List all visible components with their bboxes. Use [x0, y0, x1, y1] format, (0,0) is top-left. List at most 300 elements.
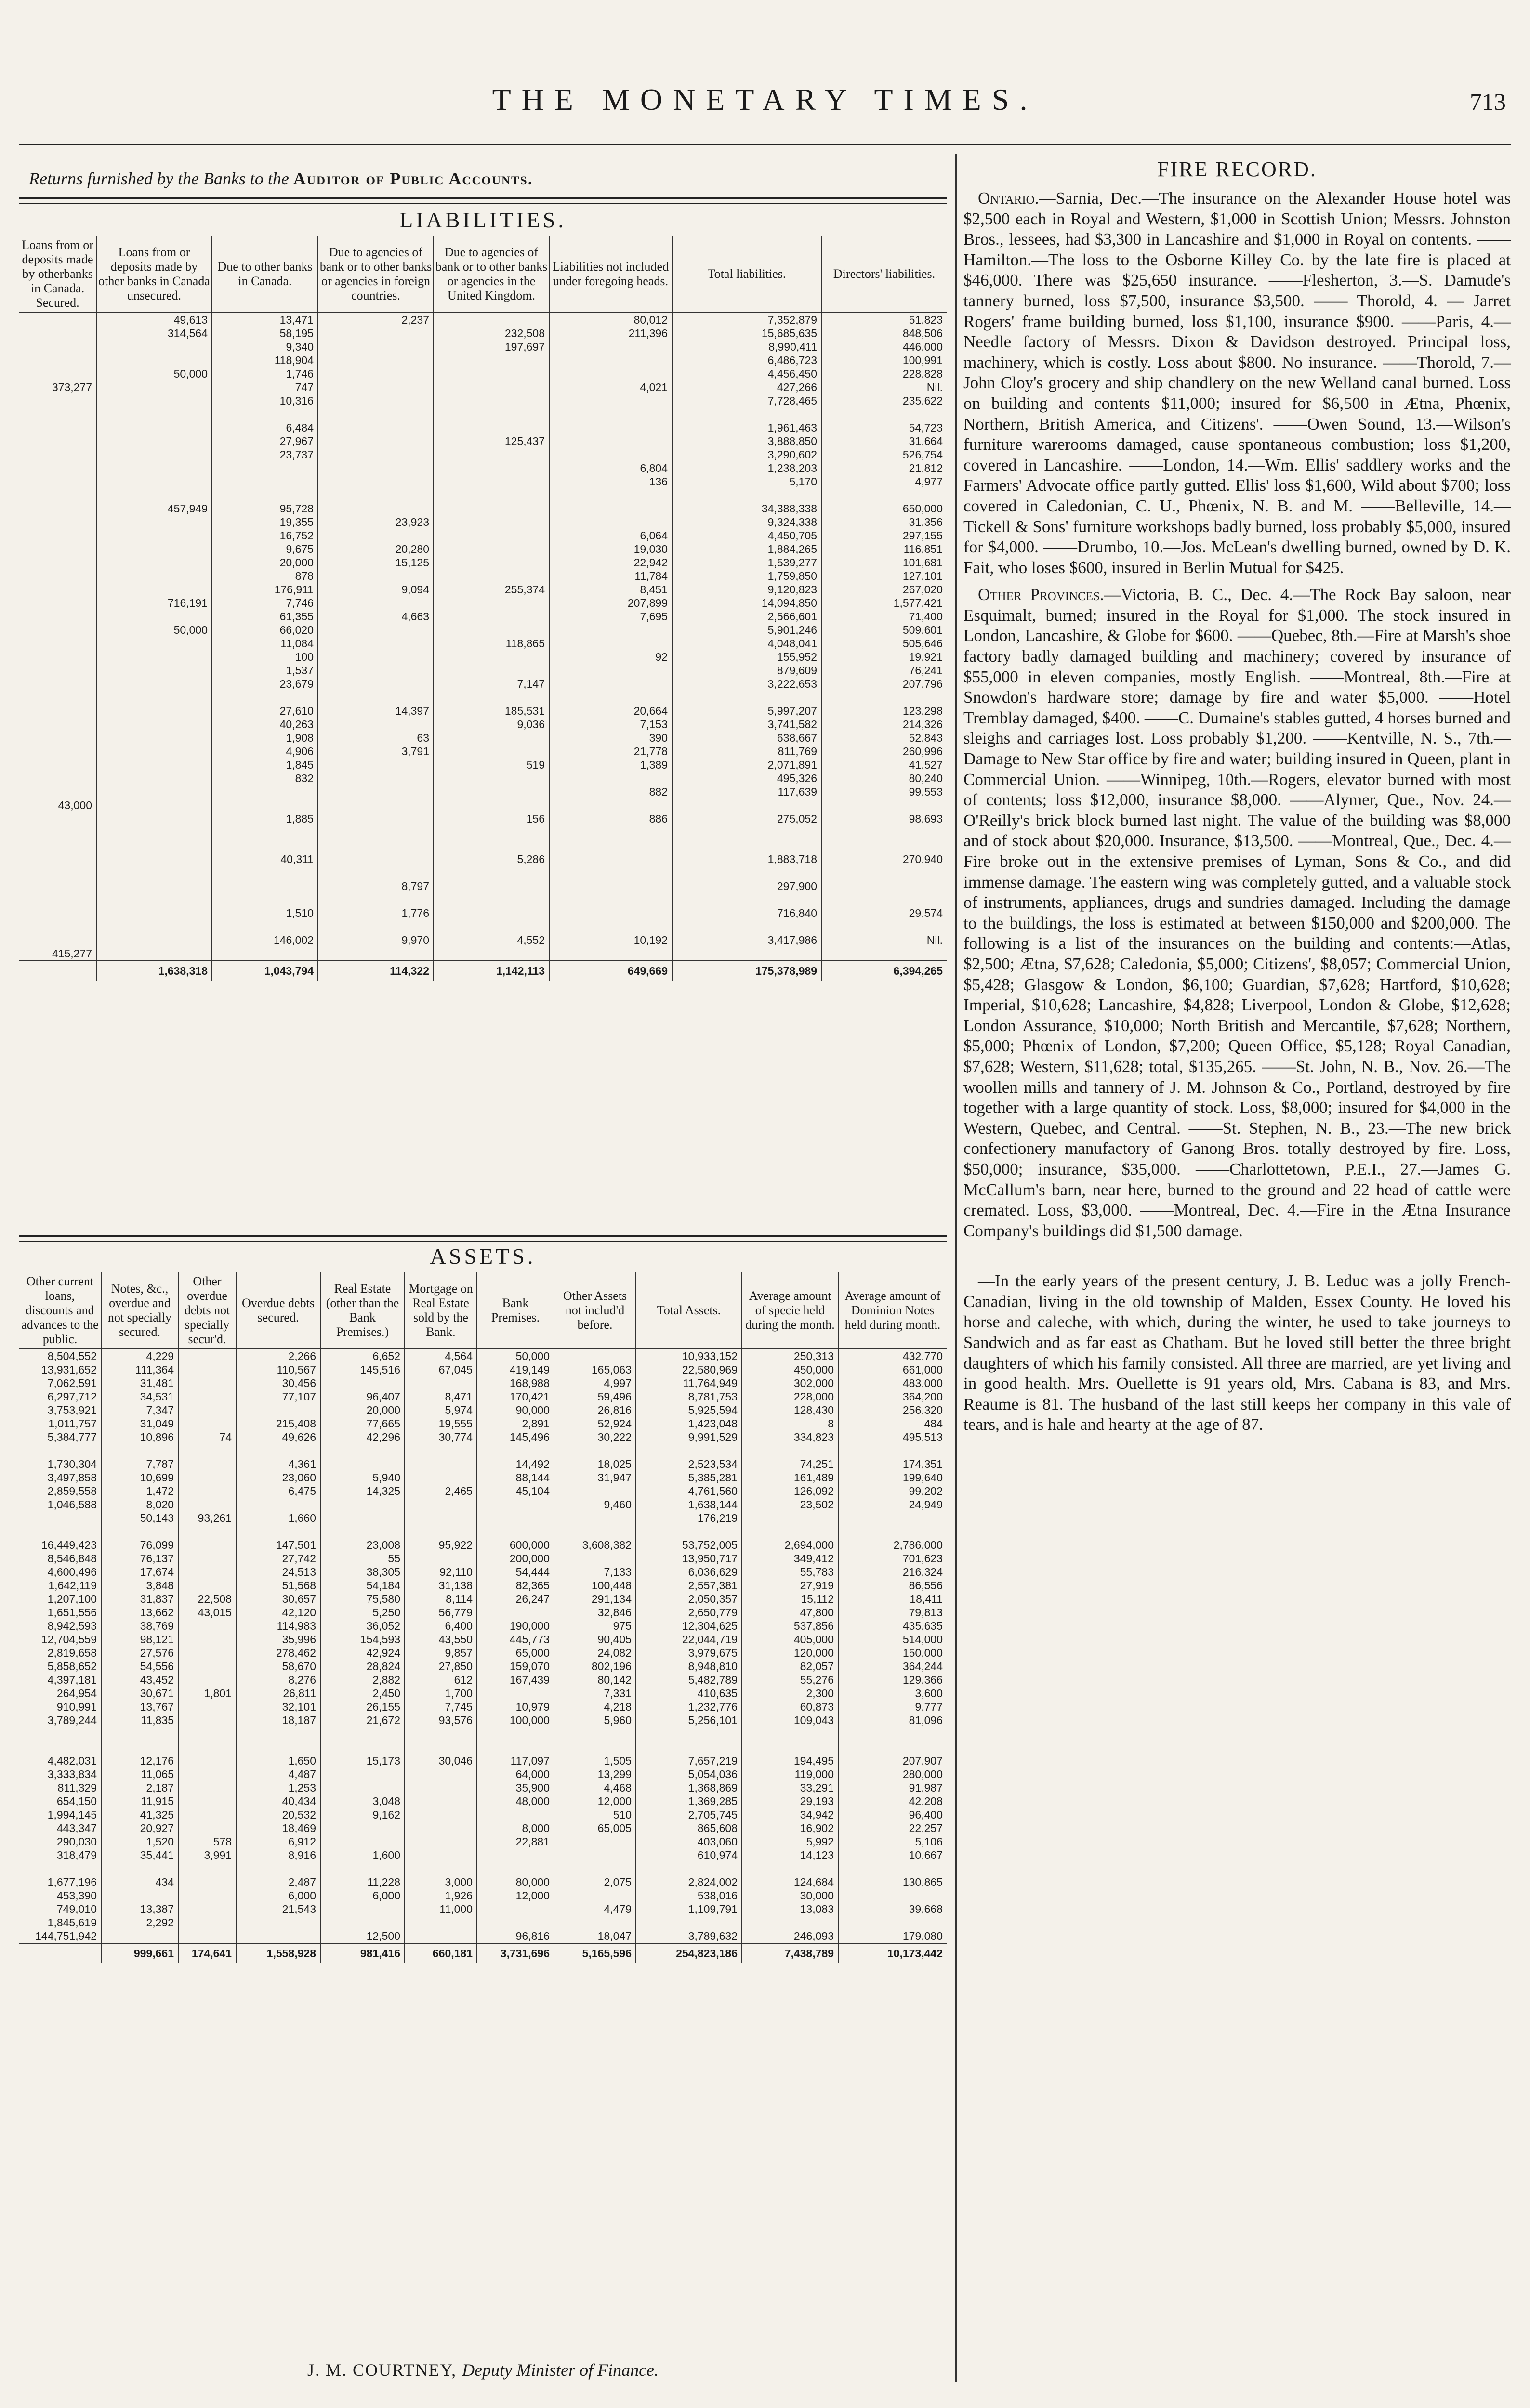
table-cell: 15,112 — [742, 1592, 838, 1606]
table-cell: 17,674 — [101, 1565, 178, 1579]
table-cell: 22,942 — [549, 556, 672, 569]
table-cell — [318, 623, 434, 637]
table-cell — [434, 610, 549, 623]
table-cell: 6,064 — [549, 529, 672, 542]
table-cell: 1,677,196 — [47, 1876, 97, 1888]
table-cell — [19, 394, 96, 407]
table-cell: 14,094,850 — [672, 596, 821, 610]
table-cell — [434, 353, 549, 367]
table-cell — [178, 1767, 236, 1781]
table-cell: 228,828 — [821, 367, 947, 380]
table-cell: 11,228 — [320, 1875, 405, 1889]
table-cell: 275,052 — [672, 812, 821, 825]
table-cell: 9,991,529 — [636, 1430, 742, 1444]
table-cell: 54,723 — [821, 421, 947, 434]
table-cell — [672, 798, 821, 812]
table-cell: 5,384,777 — [47, 1431, 97, 1443]
table-cell: 8,504,552 — [47, 1350, 97, 1362]
table-cell — [96, 704, 212, 718]
table-cell: 55 — [320, 1552, 405, 1565]
assets-column-header: Overdue debts secured. — [236, 1272, 320, 1349]
table-cell: 427,266 — [672, 380, 821, 394]
table-cell — [318, 947, 434, 961]
total-cell — [19, 1943, 101, 1963]
table-cell — [178, 1727, 236, 1741]
table-cell: 2,050,357 — [636, 1592, 742, 1606]
table-cell: 100,991 — [821, 353, 947, 367]
table-cell — [236, 1929, 320, 1943]
table-cell: 30,774 — [405, 1430, 477, 1444]
table-cell — [821, 866, 947, 879]
table-cell: 1,368,869 — [636, 1781, 742, 1794]
table-cell — [549, 367, 672, 380]
fire-record-title: FIRE RECORD. — [1157, 157, 1317, 181]
table-cell — [672, 488, 821, 502]
table-cell: 136 — [549, 475, 672, 488]
table-cell: 2,859,558 — [47, 1485, 97, 1497]
total-cell: 6,394,265 — [821, 961, 947, 981]
table-cell — [19, 1444, 101, 1457]
table-cell: 40,311 — [212, 852, 318, 866]
assets-column-header: Other Assets not includ'd before. — [554, 1272, 636, 1349]
table-row — [19, 1754, 947, 1767]
liabilities-table — [19, 236, 947, 981]
table-cell: 207,796 — [821, 677, 947, 691]
table-cell: 32,846 — [554, 1606, 636, 1619]
table-cell — [212, 488, 318, 502]
table-cell — [178, 1565, 236, 1579]
table-cell: 9,162 — [320, 1808, 405, 1821]
table-cell: 119,000 — [742, 1767, 838, 1781]
table-cell: 13,299 — [554, 1767, 636, 1781]
table-cell — [549, 920, 672, 933]
table-cell: 9,675 — [212, 542, 318, 556]
table-cell: 2,650,779 — [636, 1606, 742, 1619]
table-cell: 6,484 — [212, 421, 318, 434]
table-cell — [434, 650, 549, 664]
table-cell: 612 — [405, 1673, 477, 1687]
table-cell: 31,481 — [101, 1376, 178, 1390]
table-cell: 47,800 — [742, 1606, 838, 1619]
table-cell: 80,000 — [477, 1875, 554, 1889]
table-cell: 96,400 — [838, 1808, 947, 1821]
table-cell — [178, 1660, 236, 1673]
table-row — [19, 1660, 947, 1673]
table-row — [19, 1403, 947, 1417]
table-cell: 495,326 — [672, 772, 821, 785]
table-cell: 5,170 — [672, 475, 821, 488]
table-cell — [318, 718, 434, 731]
table-row — [19, 1579, 947, 1592]
table-cell: 39,668 — [838, 1902, 947, 1916]
table-cell: 41,527 — [821, 758, 947, 772]
total-cell: 3,731,696 — [477, 1943, 554, 1963]
table-row — [19, 1552, 947, 1565]
assets-column-header: Average amount of specie held during the month. — [742, 1272, 838, 1349]
table-cell — [742, 1727, 838, 1741]
table-cell — [434, 825, 549, 839]
table-cell — [318, 691, 434, 704]
liabilities-column-header: Total liabilities. — [672, 236, 821, 313]
table-cell — [549, 515, 672, 529]
assets-top-rule — [19, 1235, 947, 1242]
table-cell — [405, 1929, 477, 1943]
table-cell — [318, 448, 434, 461]
table-cell — [434, 785, 549, 798]
table-cell: 50,000 — [96, 367, 212, 380]
table-cell — [821, 947, 947, 961]
table-cell: 1,926 — [405, 1889, 477, 1902]
table-cell — [320, 1498, 405, 1511]
table-cell: 54,556 — [101, 1660, 178, 1673]
table-cell — [178, 1552, 236, 1565]
table-cell — [318, 677, 434, 691]
table-cell: 832 — [212, 772, 318, 785]
table-cell — [636, 1727, 742, 1741]
table-cell — [318, 394, 434, 407]
table-cell — [96, 569, 212, 583]
table-cell: 410,635 — [636, 1687, 742, 1700]
table-row — [19, 1430, 947, 1444]
table-cell — [554, 1349, 636, 1363]
table-cell — [549, 421, 672, 434]
table-cell — [96, 825, 212, 839]
table-row — [19, 704, 947, 718]
table-cell: 10,979 — [477, 1700, 554, 1714]
table-cell: 9,324,338 — [672, 515, 821, 529]
table-cell: 80,142 — [554, 1673, 636, 1687]
page-number: 713 — [1470, 88, 1506, 115]
table-cell — [19, 353, 96, 367]
table-cell — [405, 1808, 477, 1821]
table-cell — [19, 1862, 101, 1875]
table-cell — [434, 421, 549, 434]
table-cell — [19, 745, 96, 758]
table-cell: 23,679 — [212, 677, 318, 691]
table-cell — [320, 1862, 405, 1875]
table-cell — [178, 1538, 236, 1552]
signature-name: J. M. COURTNEY, — [307, 2360, 457, 2380]
table-cell: 10,192 — [549, 933, 672, 947]
table-row — [19, 879, 947, 893]
table-cell: 190,000 — [477, 1619, 554, 1633]
table-cell — [434, 461, 549, 475]
table-row — [19, 1471, 947, 1484]
table-cell: 31,138 — [405, 1579, 477, 1592]
table-row — [19, 650, 947, 664]
table-cell: 53,752,005 — [636, 1538, 742, 1552]
table-cell: 4,450,705 — [672, 529, 821, 542]
table-cell — [434, 866, 549, 879]
table-cell: 16,902 — [742, 1821, 838, 1835]
table-cell — [742, 1862, 838, 1875]
table-cell — [434, 313, 549, 327]
table-cell: 81,096 — [838, 1714, 947, 1727]
table-cell — [477, 1741, 554, 1754]
assets-column-header: Notes, &c., overdue and not specially secured. — [101, 1272, 178, 1349]
table-cell: 6,652 — [320, 1349, 405, 1363]
table-cell: 63 — [318, 731, 434, 745]
table-row — [19, 1376, 947, 1390]
masthead-title: THE MONETARY TIMES. — [492, 82, 1038, 117]
table-cell: 4,600,496 — [47, 1566, 97, 1578]
table-cell: 15,685,635 — [672, 327, 821, 340]
table-cell — [838, 1741, 947, 1754]
table-row — [19, 1349, 947, 1363]
table-cell: 364,244 — [838, 1660, 947, 1673]
table-cell: 200,000 — [477, 1552, 554, 1565]
table-cell — [19, 879, 96, 893]
table-cell: 6,000 — [320, 1889, 405, 1902]
table-cell: 26,247 — [477, 1592, 554, 1606]
total-cell: 649,669 — [549, 961, 672, 981]
table-cell: 5,482,789 — [636, 1673, 742, 1687]
table-cell: 129,366 — [838, 1673, 947, 1687]
table-row — [19, 569, 947, 583]
table-cell: 10,933,152 — [636, 1349, 742, 1363]
table-cell: 179,080 — [838, 1929, 947, 1943]
table-cell — [178, 1498, 236, 1511]
table-cell — [212, 407, 318, 421]
table-cell — [405, 1862, 477, 1875]
table-cell — [19, 906, 96, 920]
liabilities-column-header: Liabilities not included under foregoing heads. — [549, 236, 672, 313]
table-cell — [236, 1862, 320, 1875]
table-cell — [434, 839, 549, 852]
table-cell — [19, 664, 96, 677]
table-cell: 99,553 — [821, 785, 947, 798]
table-cell — [405, 1376, 477, 1390]
table-cell: 2,694,000 — [742, 1538, 838, 1552]
table-cell: 19,555 — [405, 1417, 477, 1430]
table-cell — [672, 825, 821, 839]
totals-row — [19, 961, 947, 981]
liabilities-column-header: Loans from or deposits made by other banks in Canada unsecured. — [96, 236, 212, 313]
table-cell — [549, 839, 672, 852]
table-cell: 13,931,652 — [41, 1363, 97, 1376]
table-cell — [742, 1444, 838, 1457]
table-cell: 716,840 — [672, 906, 821, 920]
table-cell — [318, 866, 434, 879]
table-cell: 1,109,791 — [636, 1902, 742, 1916]
table-cell — [178, 1714, 236, 1727]
ontario-text: —Sarnia, Dec.—The insurance on the Alexander House hotel was $2,500 each in Royal and Western, $1,000 in Scottish Union; Messrs. Johnston Bros., lessees, had $3,300 in Lancashire and $1,000 in Royal on contents. ——Hamilton.—The loss to the Osborne Killey Co. by the late fire is placed at $46,000. There was $25,650 insurance. ——Flesherton, 3.—S. Damude's tannery burned, loss $7,500, insurance $3,500. —— Thorold, 4. — Jarret Rogers' frame building burned, loss $1,100, insurance $900. ——Paris, 4.—Needle factory of Messrs. Dixon & Davidson destroyed. Principal loss, machinery, which is costly. Loss about $800. No insurance. ——Thorold, 7.—John Cloy's grocery and ship chandlery on the new Welland canal burned. Loss on building and contents $11,000; insured for $6,500 in Ætna, Phœnix, Northern, British America, and Citizens'. ——Owen Sound, 13.—Wilson's furniture warerooms damaged, cause spontaneous combustion; loss $1,200, covered in Lancashire. ——London, 14.—Wm. Ellis' saddlery works and the Farmers' Advocate office partly gutted. Ellis' loss $1,600, Wild about $700; loss covered in Caledonian, C. U., Phœnix, N. B. and M. ——Belleville, 14.—Tickell & Sons' furniture workshops badly burned, loss probably $5,000, insured for $4,000. ——Drumbo, 10.—Jos. McLean's dwelling burned, owned by D. K. Fait, who loses $600, insured in Berlin Mutual for $425. — [963, 189, 1511, 577]
table-cell: 30,000 — [742, 1889, 838, 1902]
table-cell: 2,187 — [101, 1781, 178, 1794]
table-row — [19, 852, 947, 866]
table-cell: 2,075 — [554, 1875, 636, 1889]
table-cell — [549, 488, 672, 502]
table-row — [19, 1808, 947, 1821]
table-cell — [96, 421, 212, 434]
bank-returns-section — [19, 154, 947, 2382]
table-row — [19, 825, 947, 839]
table-cell: 638,667 — [672, 731, 821, 745]
table-cell: 882 — [549, 785, 672, 798]
table-cell: 3,789,244 — [47, 1714, 97, 1727]
table-cell: 3,848 — [101, 1579, 178, 1592]
table-row — [19, 772, 947, 785]
table-cell: 20,664 — [549, 704, 672, 718]
table-cell: 14,397 — [318, 704, 434, 718]
table-cell: 100,448 — [554, 1579, 636, 1592]
table-cell — [320, 1902, 405, 1916]
table-cell: 445,773 — [477, 1633, 554, 1646]
table-cell — [178, 1875, 236, 1889]
table-cell — [549, 825, 672, 839]
table-cell: 45,104 — [477, 1484, 554, 1498]
table-cell: 10,667 — [838, 1848, 947, 1862]
table-cell — [96, 852, 212, 866]
table-cell: 3,789,632 — [636, 1929, 742, 1943]
table-cell: 4,361 — [236, 1457, 320, 1471]
table-cell: 264,954 — [56, 1687, 97, 1700]
table-cell — [178, 1754, 236, 1767]
table-cell: 5,925,594 — [636, 1403, 742, 1417]
table-cell: 77,665 — [320, 1417, 405, 1430]
table-cell — [318, 488, 434, 502]
table-row — [19, 1417, 947, 1430]
table-row — [19, 1687, 947, 1700]
table-cell: 31,049 — [101, 1417, 178, 1430]
table-cell: 194,495 — [742, 1754, 838, 1767]
table-cell: 8,000 — [477, 1821, 554, 1835]
table-cell — [96, 637, 212, 650]
table-cell: 26,816 — [554, 1403, 636, 1417]
table-cell — [19, 637, 96, 650]
table-cell: 23,008 — [320, 1538, 405, 1552]
table-cell: 27,576 — [101, 1646, 178, 1660]
table-cell: 86,556 — [838, 1579, 947, 1592]
table-cell: 35,441 — [101, 1848, 178, 1862]
table-cell: 31,947 — [554, 1471, 636, 1484]
table-cell: 150,000 — [838, 1646, 947, 1660]
table-cell: 60,873 — [742, 1700, 838, 1714]
table-cell: 314,564 — [96, 327, 212, 340]
table-cell — [96, 839, 212, 852]
table-cell: 5,858,652 — [47, 1660, 97, 1673]
table-cell — [212, 691, 318, 704]
table-cell — [554, 1916, 636, 1929]
table-cell: 291,134 — [554, 1592, 636, 1606]
table-cell — [405, 1511, 477, 1525]
table-row — [19, 1741, 947, 1754]
table-row — [19, 1498, 947, 1511]
table-cell: 250,313 — [742, 1349, 838, 1363]
table-row — [19, 1390, 947, 1403]
table-cell: 811,769 — [672, 745, 821, 758]
table-cell: 98,693 — [821, 812, 947, 825]
table-cell — [742, 1511, 838, 1525]
table-cell — [405, 1794, 477, 1808]
table-cell: 130,865 — [838, 1875, 947, 1889]
table-cell — [96, 920, 212, 933]
table-cell: 537,856 — [742, 1619, 838, 1633]
table-cell — [554, 1862, 636, 1875]
table-row — [19, 515, 947, 529]
table-row — [19, 1794, 947, 1808]
table-cell: 1,650 — [236, 1754, 320, 1767]
table-cell: 256,320 — [838, 1403, 947, 1417]
table-cell: 886 — [549, 812, 672, 825]
table-cell: 7,331 — [554, 1687, 636, 1700]
table-cell: 71,400 — [821, 610, 947, 623]
total-cell: 7,438,789 — [742, 1943, 838, 1963]
table-cell: 514,000 — [838, 1633, 947, 1646]
table-cell — [477, 1498, 554, 1511]
table-cell: 9,340 — [212, 340, 318, 353]
table-cell — [96, 893, 212, 906]
table-cell: 31,356 — [821, 515, 947, 529]
table-cell — [821, 920, 947, 933]
table-cell — [672, 691, 821, 704]
table-cell: 43,550 — [405, 1633, 477, 1646]
table-cell: 4,397,181 — [47, 1674, 97, 1686]
table-row — [19, 353, 947, 367]
table-cell — [477, 1525, 554, 1538]
table-cell: 1,642,119 — [48, 1579, 97, 1592]
table-cell — [178, 1902, 236, 1916]
table-row — [19, 1592, 947, 1606]
total-cell: 1,142,113 — [434, 961, 549, 981]
assets-column-header: Real Estate (other than the Bank Premises.) — [320, 1272, 405, 1349]
table-cell: 30,222 — [554, 1430, 636, 1444]
table-cell — [434, 569, 549, 583]
table-cell — [19, 758, 96, 772]
table-cell: 90,000 — [477, 1403, 554, 1417]
returns-heading-caps: Auditor of Public Accounts. — [293, 169, 533, 188]
table-cell — [318, 327, 434, 340]
table-cell: 118,865 — [434, 637, 549, 650]
table-cell — [405, 1444, 477, 1457]
table-cell: 22,881 — [477, 1835, 554, 1848]
table-cell: 1,759,850 — [672, 569, 821, 583]
table-cell — [19, 502, 96, 515]
table-cell: 610,974 — [636, 1848, 742, 1862]
table-cell — [19, 610, 96, 623]
table-cell: 15,173 — [320, 1754, 405, 1767]
table-cell — [96, 515, 212, 529]
table-cell: 747 — [212, 380, 318, 394]
table-cell — [19, 718, 96, 731]
table-cell — [405, 1835, 477, 1848]
table-cell — [19, 677, 96, 691]
table-cell: 8,546,848 — [47, 1552, 97, 1565]
table-cell: 9,094 — [318, 583, 434, 596]
table-row — [19, 677, 947, 691]
table-cell: 280,000 — [838, 1767, 947, 1781]
table-cell: 199,640 — [838, 1471, 947, 1484]
table-cell — [96, 691, 212, 704]
table-cell: 349,412 — [742, 1552, 838, 1565]
table-row — [19, 1821, 947, 1835]
table-cell: 12,500 — [320, 1929, 405, 1943]
table-cell — [19, 583, 96, 596]
table-cell — [434, 448, 549, 461]
table-cell — [19, 367, 96, 380]
table-cell — [838, 1511, 947, 1525]
table-cell — [405, 1498, 477, 1511]
table-cell — [178, 1794, 236, 1808]
table-cell: 848,506 — [821, 327, 947, 340]
table-row — [19, 475, 947, 488]
table-cell: 457,949 — [96, 502, 212, 515]
table-cell: 7,746 — [212, 596, 318, 610]
table-row — [19, 1606, 947, 1619]
table-cell: 95,728 — [212, 502, 318, 515]
table-cell: 28,824 — [320, 1660, 405, 1673]
table-cell — [405, 1848, 477, 1862]
